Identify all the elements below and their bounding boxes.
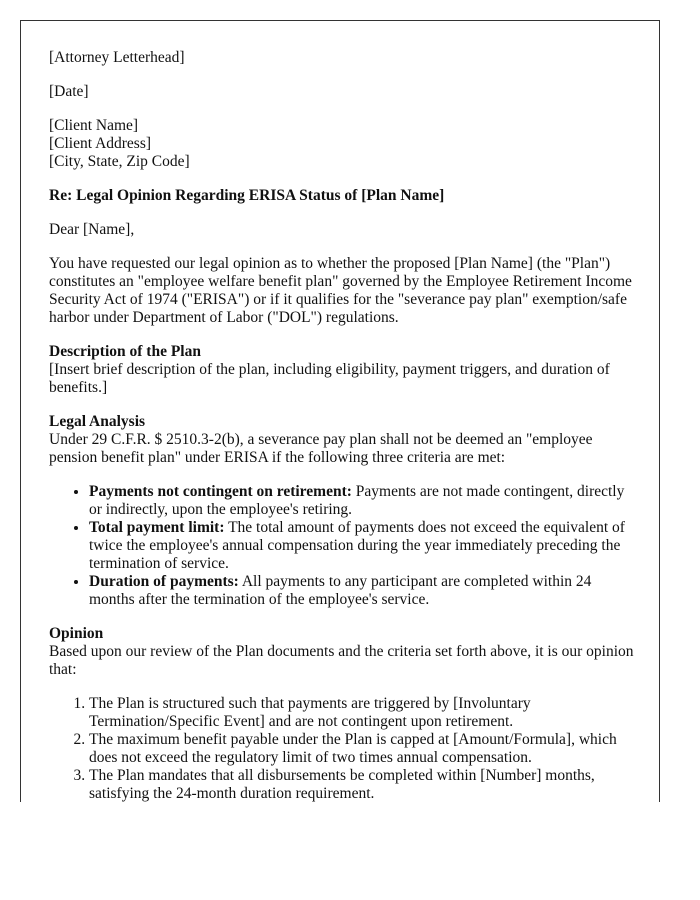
criteria-item [89,519,639,573]
opinion-item: 1. The Plan is structured such that payments are triggered by [Involuntary Termination/Specific Event] and are not contingent upon retirement. [89,695,639,731]
criteria-label: Payments not contingent on retirement: [89,483,352,500]
description-section [49,343,639,397]
client-city-state-zip: [City, State, Zip Code] [49,153,190,170]
criteria-label: Total payment limit: [89,519,225,536]
opinion-section [49,625,639,802]
client-name: [Client Name] [49,117,139,134]
analysis-section [49,413,639,609]
criteria-item [89,573,639,609]
description-heading: Description of the Plan [49,343,201,360]
salutation: Dear [Name], [49,221,135,238]
analysis-text: Under 29 C.F.R. $ 2510.3-2(b), a severance pay plan shall not be deemed an "employee pension benefit plan" under ERISA if the following three criteria are met: [49,431,593,466]
opinion-text: Based upon our review of the Plan documents and the criteria set forth above, it is our opinion that: [49,643,634,678]
analysis-heading: Legal Analysis [49,413,146,430]
letter-content [49,49,639,802]
subject-line: Re: Legal Opinion Regarding ERISA Status of [Plan Name] [49,187,445,204]
criteria-item [89,483,639,519]
intro-paragraph: You have requested our legal opinion as to whether the proposed [Plan Name] (the "Plan") constitutes an "employee welfare benefit plan" governed by the Employee Retirement Income Security Act of 1974 ("ERISA") or if it qualifies for the "severance pay plan" exemption/safe harbor under Department of Labor ("DOL") regulations. [49,255,632,326]
criteria-list [49,483,639,609]
opinion-list [49,695,639,802]
client-address: [Client Address] [49,135,152,152]
opinion-item: 3. The Plan mandates that all disbursements be completed within [Number] months, satisfying the 24-month duration requirement. [89,767,639,802]
criteria-text: All payments to any participant are completed within 24 months after the termination of the employee's service. [89,573,592,608]
description-text: [Insert brief description of the plan, including eligibility, payment triggers, and duration of benefits.] [49,361,610,396]
criteria-text: The total amount of payments does not exceed the equivalent of twice the employee's annual compensation during the year immediately preceding the termination of service. [89,519,625,572]
letter-date: [Date] [49,83,89,100]
attorney-letterhead: [Attorney Letterhead] [49,49,185,66]
client-address-block [49,117,639,171]
criteria-text: Payments are not made contingent, directly or indirectly, upon the employee's retiring. [89,483,625,518]
opinion-item: 2. The maximum benefit payable under the Plan is capped at [Amount/Formula], which does not exceed the regulatory limit of two times annual compensation. [89,731,639,767]
criteria-label: Duration of payments: [89,573,239,590]
letter-page [20,20,660,802]
opinion-heading: Opinion [49,625,104,642]
